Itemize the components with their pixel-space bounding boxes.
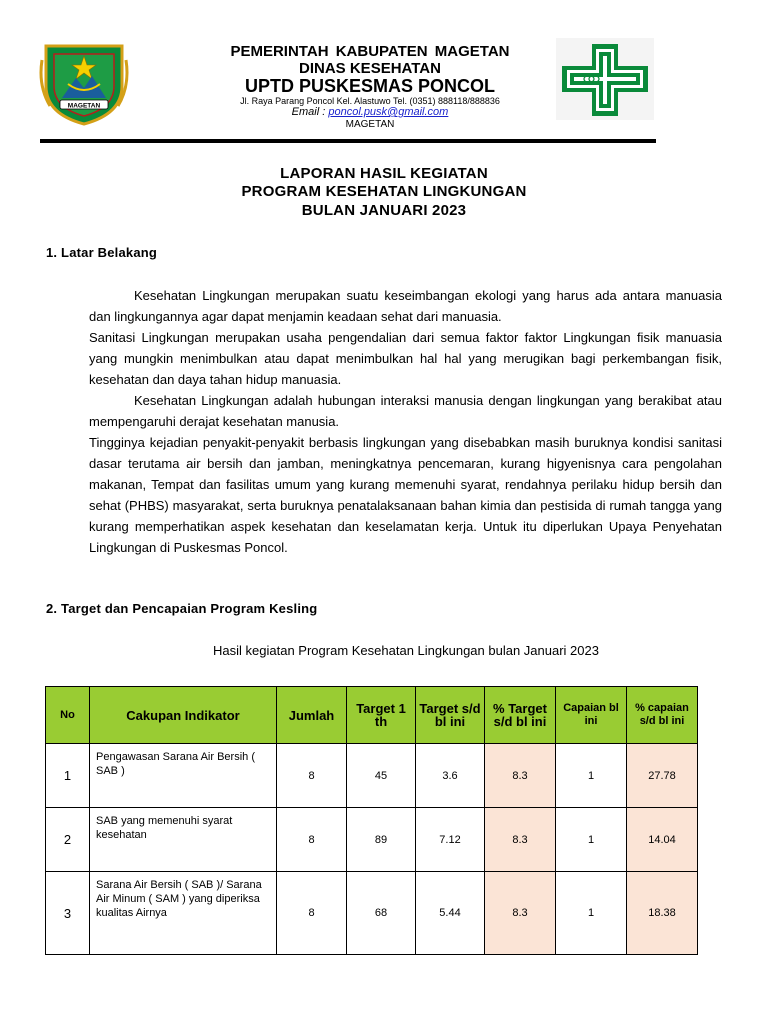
letterhead-government: PEMERINTAH KABUPATEN MAGETAN (230, 43, 510, 60)
puskesmas-cross-logo-icon (556, 38, 654, 120)
letterhead-institution: UPTD PUSKESMAS PONCOL (244, 76, 496, 96)
cell-no: 3 (46, 872, 90, 955)
paragraph-3: Kesehatan Lingkungan adalah hubungan interaksi manusia dengan lingkungan yang berakibat atau mempengaruhi derajat kesehatan manusia. (89, 393, 722, 429)
table-row (46, 808, 698, 872)
magetan-regency-emblem-icon (38, 40, 130, 126)
header-pct-capaian-sd-bl-ini: % capaian s/d bl ini (627, 687, 698, 744)
header-capaian-bl-ini: Capaian bl ini (556, 687, 627, 744)
cell-indikator: Sarana Air Bersih ( SAB )/ Sarana Air Minum ( SAM ) yang diperiksa kualitas Airnya (90, 872, 277, 955)
cell-target-sd: 5.44 (416, 872, 485, 955)
cell-no: 1 (46, 744, 90, 808)
cell-capaian: 1 (556, 872, 627, 955)
letterhead-department: DINAS KESEHATAN (299, 60, 441, 77)
cell-pct-target: 8.3 (485, 808, 556, 872)
cell-pct-capaian: 27.78 (627, 744, 698, 808)
kesling-target-table (45, 686, 698, 955)
letterhead-divider (40, 139, 656, 143)
table-header-row (46, 687, 698, 744)
header-pct-target-sd-bl-ini: % Target s/d bl ini (485, 687, 556, 744)
report-title-line-3: BULAN JANUARI 2023 (301, 202, 467, 219)
magetan-emblem-logo (38, 40, 130, 126)
report-title-line-2: PROGRAM KESEHATAN LINGKUNGAN (241, 183, 527, 200)
cell-pct-capaian: 14.04 (627, 808, 698, 872)
cell-jumlah: 8 (277, 744, 347, 808)
cell-target-1th: 45 (347, 744, 416, 808)
paragraph-4: Tingginya kejadian penyakit-penyakit berbasis lingkungan yang disebabkan masih buruknya kondisi sanitasi dasar terutama air bersih dan jamban, meningkatnya pencemaran, kurang higyenisnya cara pengolahan makanan, Tempat dan fasilitas umum yang kurang memenuhi syarat, rendahnya perilaku hidup bersih dan sehat (PHBS) masyarakat, serta buruknya penatalaksanaan bahan kimia dan pestisida di rumah tangga yang kurang memperhatikan aspek kesehatan dan keselamatan kerja. Untuk itu diperlukan Upaya Penyehatan Lingkungan di Puskesmas Poncol. (89, 435, 722, 555)
cell-target-1th: 89 (347, 808, 416, 872)
section-heading-latar-belakang: 1. Latar Belakang (46, 245, 158, 260)
header-cakupan-indikator: Cakupan Indikator (90, 687, 277, 744)
table-row (46, 744, 698, 808)
paragraph-1: Kesehatan Lingkungan merupakan suatu keseimbangan ekologi yang harus ada antara manuasia dan lingkungannya agar dapat menjamin keadaan sehat dari manuasia. (89, 288, 722, 324)
section-heading-target: 2. Target dan Pencapaian Program Kesling (46, 601, 318, 616)
report-title-line-1: LAPORAN HASIL KEGIATAN (280, 165, 488, 182)
email-label: Email : (291, 106, 329, 118)
cell-pct-target: 8.3 (485, 872, 556, 955)
cell-capaian: 1 (556, 744, 627, 808)
cell-target-1th: 68 (347, 872, 416, 955)
table-caption: Hasil kegiatan Program Kesehatan Lingkungan bulan Januari 2023 (213, 643, 599, 658)
cell-indikator: Pengawasan Sarana Air Bersih ( SAB ) (90, 744, 277, 808)
cell-no: 2 (46, 808, 90, 872)
header-target-1th: Target 1 th (347, 687, 416, 744)
table-row (46, 872, 698, 955)
cell-pct-target: 8.3 (485, 744, 556, 808)
letterhead-city: MAGETAN (345, 119, 395, 130)
cell-pct-capaian: 18.38 (627, 872, 698, 955)
emblem-label: MAGETAN (67, 102, 101, 110)
header-no: No (46, 687, 90, 744)
cell-target-sd: 3.6 (416, 744, 485, 808)
cell-capaian: 1 (556, 808, 627, 872)
letterhead-email-line (170, 106, 570, 118)
letterhead-address: Jl. Raya Parang Poncol Kel. Alastuwo Tel. (0351) 888118/888836 (240, 96, 500, 106)
cell-indikator: SAB yang memenuhi syarat kesehatan (90, 808, 277, 872)
cell-jumlah: 8 (277, 872, 347, 955)
email-link[interactable]: poncol.pusk@gmail.com (328, 106, 449, 118)
header-target-sd-bl-ini: Target s/d bl ini (416, 687, 485, 744)
puskesmas-logo (556, 38, 654, 120)
cell-jumlah: 8 (277, 808, 347, 872)
paragraph-2: Sanitasi Lingkungan merupakan usaha pengendalian dari semua faktor faktor Lingkungan fisik manuasia yang mungkin menimbulkan atau dapat menimbulkan hal hal yang merugikan bagi perkembangan fisik, kesehatan dan daya tahan hidup manuasia. (89, 330, 722, 387)
header-jumlah: Jumlah (277, 687, 347, 744)
cell-target-sd: 7.12 (416, 808, 485, 872)
